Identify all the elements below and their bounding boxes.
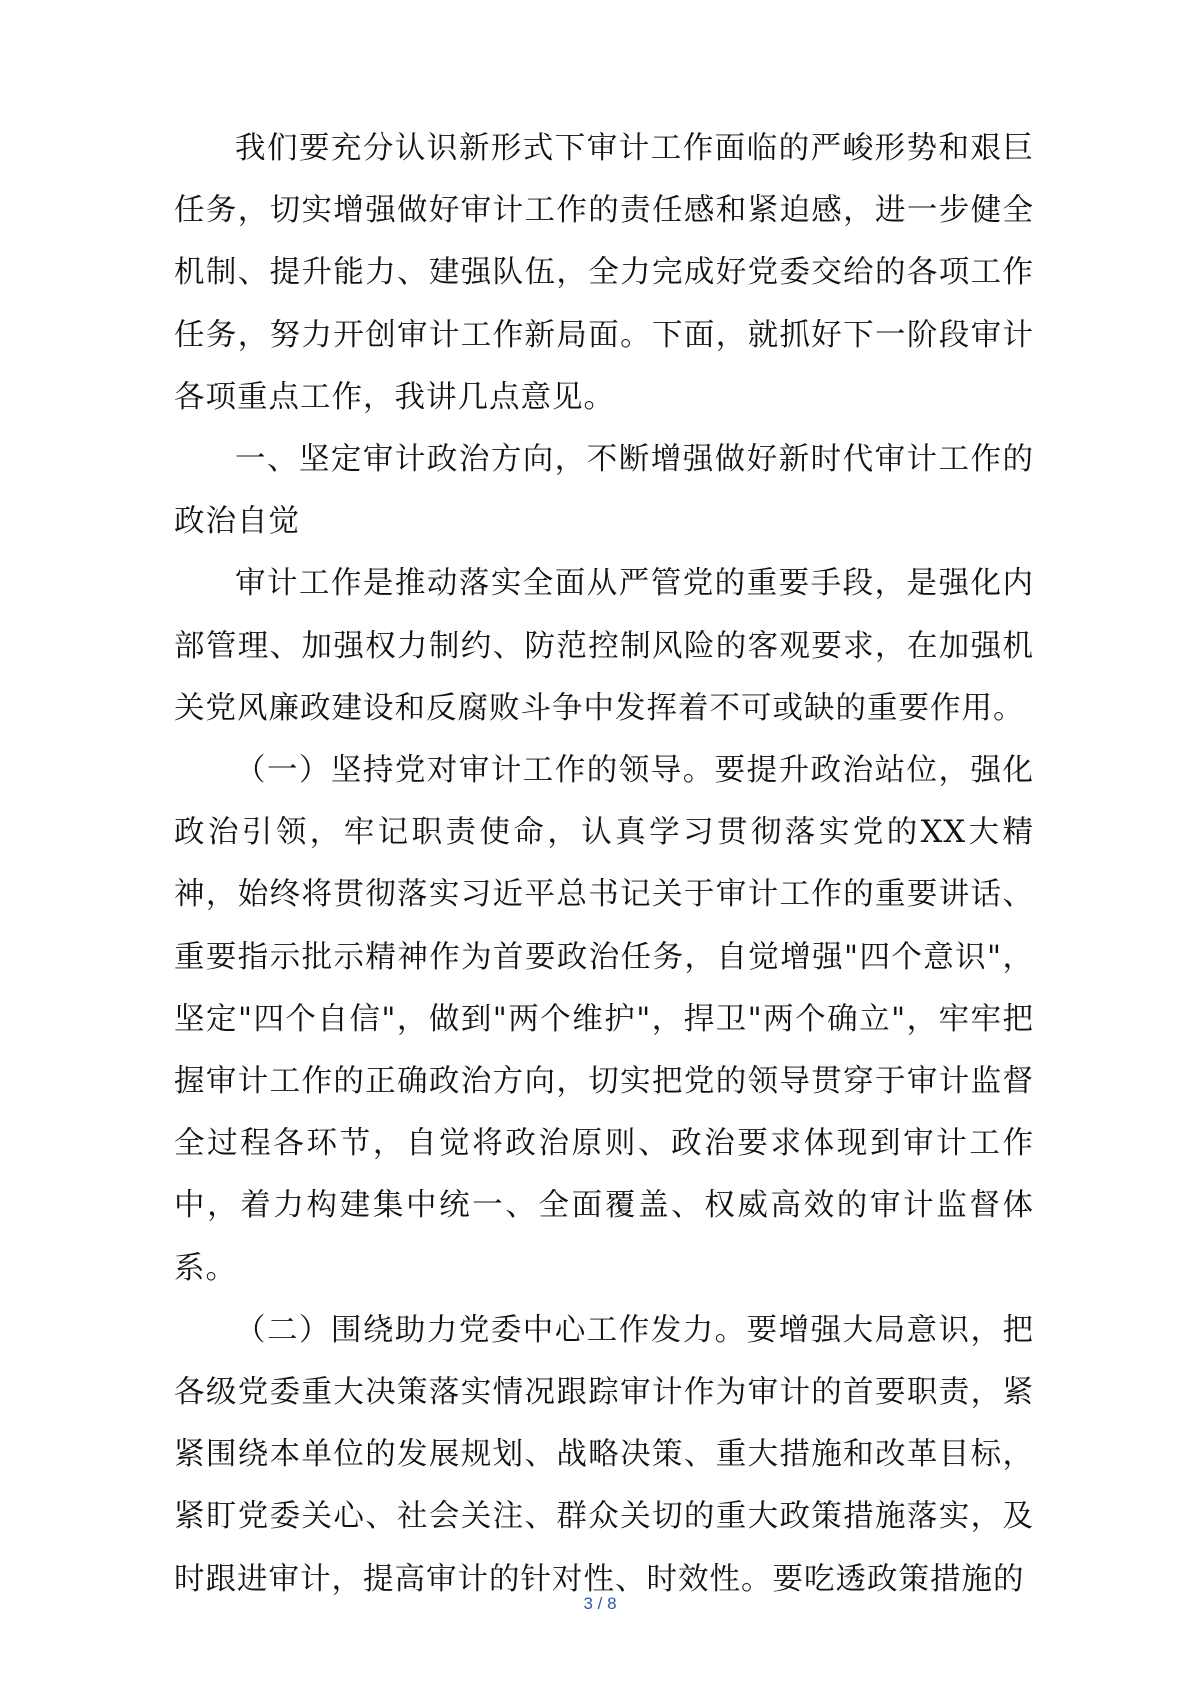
paragraph-intro: 我们要充分认识新形式下审计工作面临的严峻形势和艰巨任务，切实增强做好审计工作的责任感和紧迫感，进一步健全机制、提升能力、建强队伍，全力完成好党委交给的各项工作任务，努力开创审计工作新局面。下面，就抓好下一阶段审计各项重点工作，我讲几点意见。	[174, 131, 1034, 415]
page-number: 3 / 8	[583, 1594, 617, 1613]
paragraph-section-1: 审计工作是推动落实全面从严管党的重要手段，是强化内部管理、加强权力制约、防范控制风险的客观要求，在加强机关党风廉政建设和反腐败斗争中发挥着不可或缺的重要作用。	[174, 566, 1034, 726]
document-body	[174, 118, 1034, 1611]
section-heading-1: 一、坚定审计政治方向，不断增强做好新时代审计工作的政治自觉	[174, 442, 1034, 540]
paragraph-item-1: （一）坚持党对审计工作的领导。要提升政治站位，强化政治引领，牢记职责使命，认真学习贯彻落实党的XX大精神，始终将贯彻落实习近平总书记关于审计工作的重要讲话、重要指示批示精神作为首要政治任务，自觉增强"四个意识"，坚定"四个自信"，做到"两个维护"，捍卫"两个确立"，牢牢把握审计工作的正确政治方向，切实把党的领导贯穿于审计监督全过程各环节，自觉将政治原则、政治要求体现到审计工作中，着力构建集中统一、全面覆盖、权威高效的审计监督体系。	[174, 753, 1034, 1286]
paragraph-item-2: （二）围绕助力党委中心工作发力。要增强大局意识，把各级党委重大决策落实情况跟踪审计作为审计的首要职责，紧紧围绕本单位的发展规划、战略决策、重大措施和改革目标，紧盯党委关心、社会关注、群众关切的重大政策措施落实，及时跟进审计，提高审计的针对性、时效性。要吃透政策措施的	[174, 1312, 1034, 1597]
